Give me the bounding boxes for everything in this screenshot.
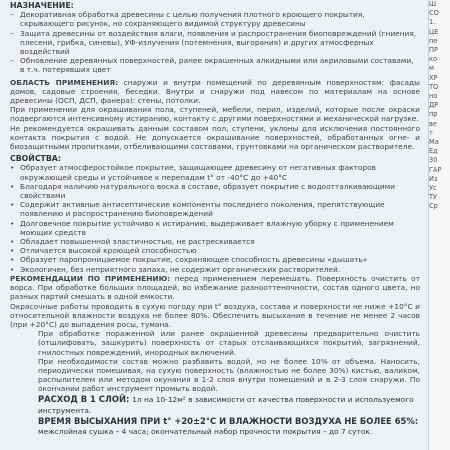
fragment-line: пе	[429, 36, 438, 45]
application-heading: ОБЛАСТЬ ПРИМЕНЕНИЯ:	[10, 77, 119, 87]
main-column	[10, 0, 420, 437]
fragment-line: ХР	[429, 73, 438, 82]
purpose-item: – Декоративная обработка древесины с целью получения плотного кроющего покрытия, скрывающего рисунок, но сохраняющего видимой структуру древесины	[10, 10, 365, 29]
fragment-line: м	[429, 64, 434, 73]
recommendations-heading: РЕКОМЕНДАЦИИ ПО ПРИМЕНЕНИЮ:	[10, 273, 171, 283]
property-item: • Долговечное покрытие устойчиво к истиранию, выдерживает влажную уборку с применением моющих средств	[10, 218, 394, 237]
preparation-paragraph: При обработке пораженной или ранее окрашенной древесины предварительно очистить (отшлифовать, зашкурить) поверхность от старых отслаивающихся покрытий, загрязнений, гнилостных повреждений, инородных включений.	[38, 329, 420, 357]
consumption-value: 1л на 10-12м² в зависимости от качества поверхности и используемого инструмента.	[38, 394, 414, 415]
drying-label: ВРЕМЯ ВЫСЫХАНИЯ ПРИ t° +20±2°C И ВЛАЖНОСТИ ВОЗДУХА НЕ БОЛЕЕ 65%:	[38, 415, 419, 426]
fragment-line: Ед	[429, 147, 438, 156]
fragment-line: ТУ	[429, 193, 438, 202]
recommendations-paragraph: РЕКОМЕНДАЦИИ ПО ПРИМЕНЕНИЮ: перед применением перемешать. Поверхность очистить от ворса. При обработке больших площадей, во избежание разнооттеночности, состав одного цвета, но разных партий смешать в одной емкости.	[10, 273, 421, 302]
property-item: • Отличается высокой кроющей способностью	[10, 246, 197, 256]
fragment-line: но	[429, 92, 438, 101]
fragment-line: Ус	[429, 184, 437, 193]
consumption-paragraph	[10, 394, 420, 416]
purpose-item: – Защита древесины от воздействия влаги, появления и распространения биоповреждений (гниения, плесени, грибка, синевы), УФ-излучения (потемнения, выгорания) и других атмосферных воздействий	[10, 28, 417, 57]
fragment-line: 30	[429, 156, 438, 165]
fragment-line: ЦЕ	[429, 27, 439, 36]
right-column-fragment	[428, 0, 450, 450]
property-item: • Обладает повышенной эластичностью, не растрескивается	[10, 237, 255, 247]
property-item: • Благодаря наличию натурального воска в составе, образует покрытие с водоотталкивающими свойствами	[10, 181, 395, 201]
fragment-line: 1.	[429, 18, 436, 27]
drying-value: межслойная сушка – 4 часа; окончательный набор прочности покрытия – до 7 суток.	[38, 426, 373, 436]
drying-paragraph	[10, 416, 420, 437]
application-paragraph: ОБЛАСТЬ ПРИМЕНЕНИЯ: снаружи и внутри помещений по деревянным поверхностям: фасады домов, садовые строения, беседки. Внутри и снаружи под навесом по материалам на основе древесины (ОСП, ДСП, фанера): стены, потолки.	[10, 77, 420, 106]
purpose-heading: НАЗНАЧЕНИЕ:	[10, 1, 74, 10]
fragment-line: ТО	[429, 82, 439, 91]
fragment-line: Ма	[429, 138, 439, 147]
fragment-line: Из	[429, 174, 438, 183]
property-item: • Экологичен, без неприятного запаха, не содержит органических растворителей.	[10, 264, 341, 274]
fragment-line: ГАР	[429, 165, 442, 174]
property-item: • Образует паропроницаемое покрытие, сохраняющее способность древесины «дышать»	[10, 255, 368, 265]
purpose-item: – Обновление деревянных поверхностей, ранее окрашенных алкидными или акриловыми составами, в т.ч. потерявших цвет	[10, 56, 414, 75]
fragment-line: Ш	[429, 0, 437, 8]
fragment-line: т	[429, 128, 433, 137]
fragment-line: пр	[429, 110, 438, 119]
dilution-paragraph: При необходимости состав можно разбавить водой, но не более 10% от объема. Наносить, периодически помешивая, на сухую поверхность (влажностью не более 30%) кистью, валиком, распылителем или методом окунания в 1-2 слоя внутри помещений и в 2-3 слоя снаружи. По окончании работ инструмент промыть водой.	[38, 356, 420, 394]
fragment-line: ДР	[429, 101, 439, 110]
application-extra: При применении для окрашивания пола, ступеней, мебели, перил, изделий, которые после окраски подвергаются интенсивному истиранию, контакту с другими поверхностями и механической нагрузке.	[10, 105, 420, 124]
fragment-line: ве	[429, 119, 437, 128]
fragment-line: Ср	[429, 202, 438, 211]
property-item: • Содержит активные антисептические компоненты последнего поколения, препятствующие появлению и распространению биоповреждений	[10, 200, 385, 219]
fragment-line: ко	[429, 55, 438, 64]
properties-heading: СВОЙСТВА:	[10, 154, 61, 164]
property-item: • Образует атмосферостойкое покрытие, защищающее древесину от негативных факторов окружающей среды и устойчивое к перепадам t° от -40°C до +40°C	[10, 163, 376, 182]
consumption-label: РАСХОД В 1 СЛОЙ:	[38, 393, 130, 404]
conditions-paragraph: Окрасочные работы проводить в сухую погоду при t° воздуха, состава и поверхности не ниже +10°C и относительной влажности воздуха не более 80%. Обеспечить высыхание в течение не менее 2 часов (при +20°C) до выпадения росы, тумана.	[10, 301, 420, 329]
application-extra: Не рекомендуется окрашивать данным составом пол, ступени, уклоны для исключения постоянного контакта покрытия с водой. Не допускается окрашивание поверхностей, обработанных огне- и биозащитными пропитками, отбеливающими составами, грунтовками на органическом растворителе.	[10, 123, 420, 152]
fragment-line: ПР	[429, 46, 438, 55]
fragment-line: СО	[429, 9, 439, 18]
